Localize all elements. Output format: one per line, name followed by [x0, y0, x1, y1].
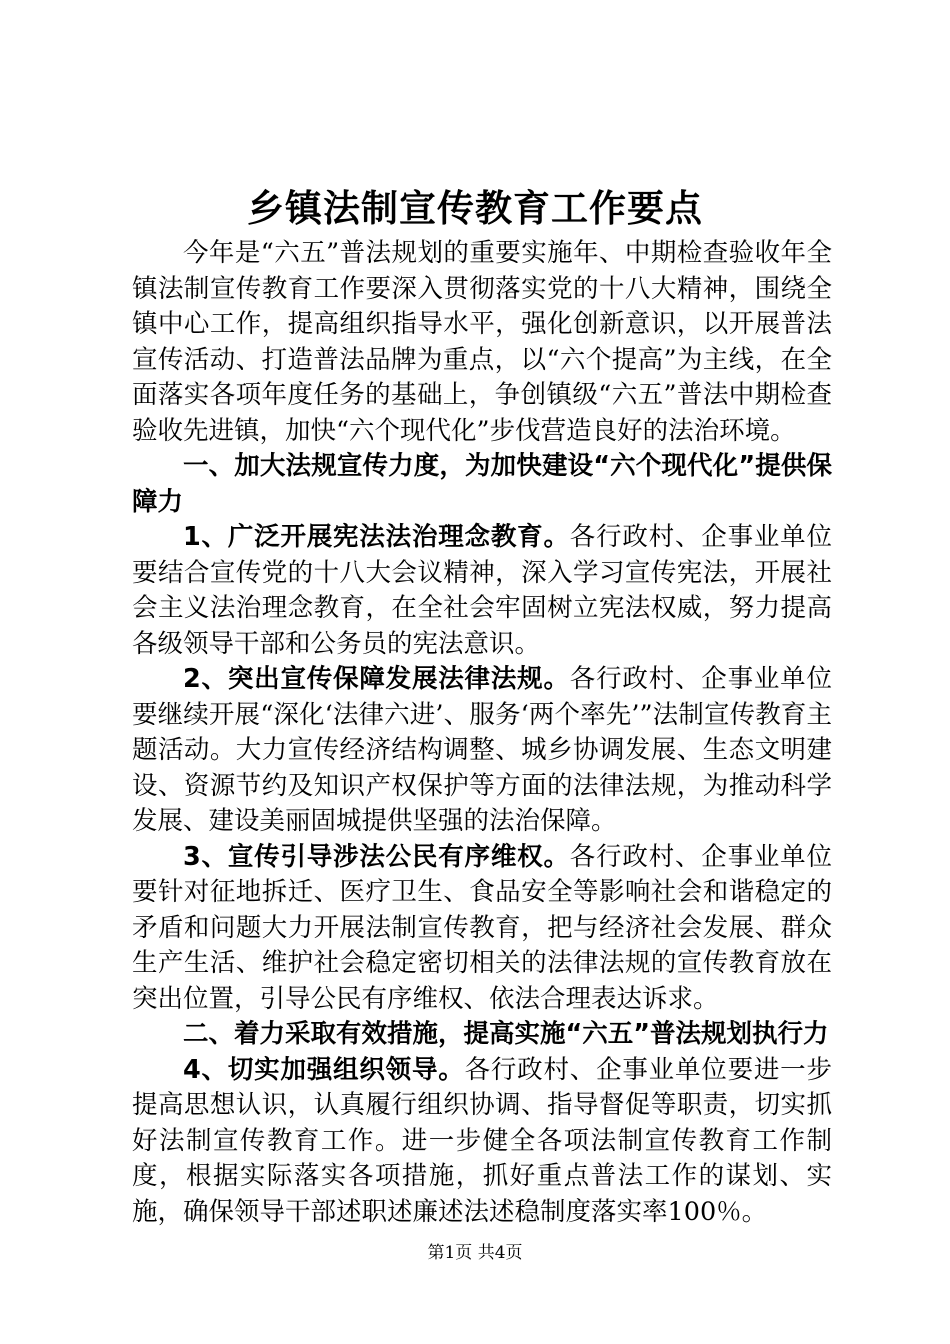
item-lead-2: 2、突出宣传保障发展法律法规。 [183, 664, 570, 694]
item-text-1: 各行政村、企事业单位要结合宣传党的十八大会议精神，深入学习宣传宪法，开展社会主义法治理念教育，在全社会牢固树立宪法权威，努力提高各级领导干部和公务员的宪法意识。 [132, 522, 832, 659]
intro-paragraph: 今年是“六五”普法规划的重要实施年、中期检查验收年全镇法制宣传教育工作要深入贯彻落实党的十八大精神，围绕全镇中心工作，提高组织指导水平，强化创新意识，以开展普法宣传活动、打造普法品牌为重点，以“六个提高”为主线，在全面落实各项年度任务的基础上，争创镇级“六五”普法中期检查验收先进镇，加快“六个现代化”步伐营造良好的法治环境。 [132, 238, 832, 446]
document-body [132, 236, 832, 1230]
item-text-2: 各行政村、企事业单位要继续开展“深化‘法律六进’、服务‘两个率先’”法制宣传教育主题活动。大力宣传经济结构调整、城乡协调发展、生态文明建设、资源节约及知识产权保护等方面的法律法规，为推动科学发展、建设美丽固城提供坚强的法治保障。 [132, 664, 832, 836]
item-lead-1: 1、广泛开展宪法法治理念教育。 [183, 522, 570, 552]
item-lead-4: 4、切实加强组织领导。 [183, 1054, 465, 1085]
section-heading-1: 一、加大法规宣传力度，为加快建设“六个现代化”提供保障力 [132, 451, 832, 517]
item-paragraph-1 [132, 520, 832, 662]
item-text-3: 各行政村、企事业单位要针对征地拆迁、医疗卫生、食品安全等影响社会和谐稳定的矛盾和问题大力开展法制宣传教育，把与经济社会发展、群众生产生活、维护社会稳定密切相关的法律法规的宣传教育放在突出位置，引导公民有序维权、依法合理表达诉求。 [132, 841, 832, 1014]
item-lead-3: 3、宣传引导涉法公民有序维权。 [183, 841, 570, 872]
item-paragraph-3 [132, 840, 832, 1018]
item-paragraph-4 [132, 1053, 832, 1231]
document-title: 乡镇法制宣传教育工作要点 [247, 187, 703, 230]
item-text-4: 各行政村、企事业单位要进一步提高思想认识，认真履行组织协调、指导督促等职责，切实抓好法制宣传教育工作。进一步健全各项法制宣传教育工作制度，根据实际落实各项措施，抓好重点普法工作的谋划、实施，确保领导干部述职述廉述法述稳制度落实率100％。 [132, 1054, 832, 1227]
page-number-footer: 第1页 共4页 [427, 1243, 523, 1263]
item-paragraph-2 [132, 662, 832, 840]
section-heading-2: 二、着力采取有效措施，提高实施“六五”普法规划执行力 [183, 1019, 829, 1049]
